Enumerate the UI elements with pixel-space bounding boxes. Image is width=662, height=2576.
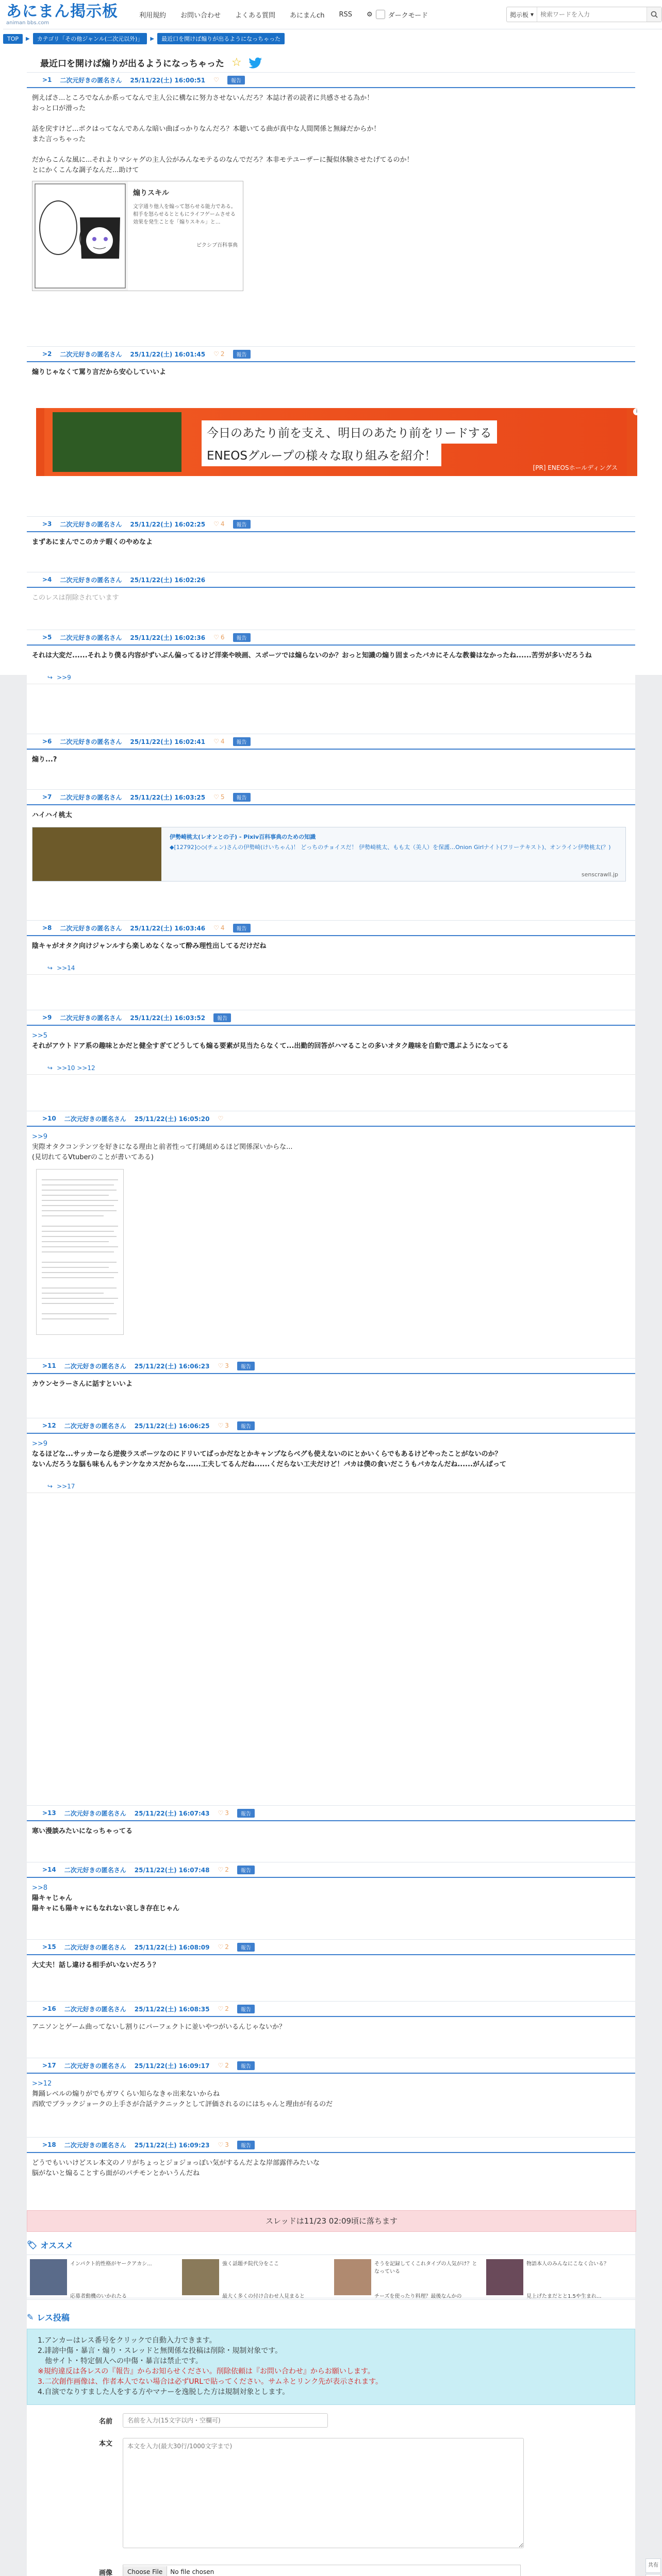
post-image[interactable]: [36, 1169, 124, 1335]
anchor-link[interactable]: >>9: [32, 1133, 48, 1141]
dark-mode-toggle[interactable]: [367, 10, 428, 20]
rule-line: 4.自演でなりすました人をする方やマナーを逸脱した方は規制対象とします。: [38, 2388, 290, 2396]
post-8: [27, 920, 635, 975]
body-textarea[interactable]: [123, 2438, 524, 2548]
search-icon: [651, 11, 658, 18]
like-button[interactable]: ♡ 3: [218, 2141, 229, 2148]
logo-text[interactable]: あにまん掲示板: [6, 2, 118, 21]
link-card[interactable]: [32, 827, 626, 882]
report-button[interactable]: 報告: [237, 1809, 255, 1818]
choose-file-button[interactable]: Choose File: [123, 2566, 167, 2576]
name-input[interactable]: [123, 2413, 328, 2428]
post-line: なるほどな...サッカーなら逆俊ラスポーツなのにドリいてばっかだなとかキャンプならべグも使えないのにとかいくらでもあるけどやったことがないのか？: [32, 1450, 502, 1458]
report-button[interactable]: 報告: [237, 2005, 255, 2013]
post-18: [27, 2137, 635, 2179]
report-button[interactable]: 報告: [237, 2061, 255, 2070]
post-13: [27, 1805, 635, 1837]
post-header: [27, 2137, 635, 2153]
post-date: 25/11/22(土) 16:03:46: [130, 924, 206, 932]
post-line: 陽キャじゃん: [32, 1894, 73, 1902]
body-label: 本文: [99, 2440, 113, 2448]
recommend-item[interactable]: インパクト的性格がヤークアカシ...: [27, 2255, 179, 2299]
post-date: 25/11/22(土) 16:06:25: [134, 1422, 210, 1430]
breadcrumb: [3, 32, 635, 45]
post-9: [27, 1010, 635, 1075]
recommend-item[interactable]: 見上げたまだとと1.5や生まれ...: [526, 2294, 602, 2299]
post-form-heading: ✎ レス投稿: [27, 2312, 70, 2323]
poster-name: 二次元好きの匿名さん: [64, 2005, 126, 2013]
report-button[interactable]: 報告: [237, 1362, 255, 1370]
reply-links: [27, 1480, 635, 1493]
nav-rss[interactable]: RSS: [339, 10, 352, 19]
reply-arrow-icon: ↪: [47, 1064, 53, 1072]
recommend-item[interactable]: 応募者動機のいかれたる: [70, 2294, 127, 2299]
post-line: 西欧でブラックジョークの上手さが合話テクニックとして評価されるのにはちゃんと理由が有るのだ: [32, 2100, 333, 2108]
post-body: 煽り...?: [32, 756, 57, 764]
heart-icon: ♡: [218, 1115, 224, 1122]
post-number[interactable]: >6: [42, 738, 52, 745]
anchor-link[interactable]: >>8: [32, 1884, 48, 1892]
report-button[interactable]: 報告: [237, 1866, 255, 1874]
post-line: おっと口が滑った: [32, 105, 86, 112]
post-body: ハイハイ桃太: [32, 811, 72, 819]
like-button[interactable]: ♡ 3: [218, 1362, 229, 1369]
report-button[interactable]: 報告: [233, 633, 251, 642]
recommend-item[interactable]: 強く話題チ院代分をここ: [179, 2255, 331, 2299]
chevron-right-icon: ▶: [26, 36, 30, 42]
post-15: [27, 1939, 635, 1971]
search-input[interactable]: [537, 8, 647, 21]
heart-icon: ♡: [218, 1943, 224, 1951]
heart-icon: ♡: [218, 2141, 224, 2148]
post-header: [27, 572, 635, 588]
post-body: それは大変だ......それより僕る内容がずいぶん偏ってるけど洋楽や映画、スポーツでは煽らないのか？おっと知識の煽り固まったバカにそんな教養はなかったね......苦労が多いだろうね: [32, 652, 592, 659]
post-line: 実際オタクコンテンツを好きになる理由と前者性って打縄紐めるほど関係深いからな...: [32, 1143, 293, 1151]
post-number[interactable]: >3: [42, 520, 52, 528]
scroll-top-button[interactable]: [646, 2574, 661, 2576]
heart-icon: ♡: [213, 520, 219, 528]
header-nav: [139, 10, 428, 20]
post-header: [27, 1111, 635, 1127]
poster-name: 二次元好きの匿名さん: [64, 1115, 126, 1123]
ad-image: [53, 412, 181, 472]
logo-subtext: animan bbs.com: [6, 20, 49, 26]
rule-line: 3.二次創作画像は、作者本人でない場合は必ずURLで貼ってください。サムネとリンク先が表示されます。: [38, 2378, 383, 2386]
twitter-share-icon[interactable]: [249, 57, 262, 69]
like-button[interactable]: ♡ 2: [218, 1943, 229, 1951]
reply-anchor[interactable]: >>10 >>12: [57, 1064, 95, 1072]
image-label: 画像: [99, 2569, 113, 2576]
reply-links: [27, 962, 635, 975]
post-number[interactable]: >15: [42, 1943, 56, 1951]
post-header: [27, 346, 635, 362]
post-header: [27, 789, 635, 805]
thread-title-row: [40, 56, 635, 69]
poster-name: 二次元好きの匿名さん: [60, 1014, 122, 1022]
post-date: 25/11/22(土) 16:08:35: [134, 2005, 210, 2013]
post-body: [27, 1878, 635, 1914]
recommend-item[interactable]: チーズを使ったり料理？最後なんかの: [374, 2294, 462, 2299]
post-date: 25/11/22(土) 16:02:26: [130, 576, 206, 584]
name-label: 名前: [99, 2417, 113, 2426]
post-body: アニソンとゲーム曲ってないし割りにパーフェクトに並いやつがいるんじゃないか？: [32, 2023, 286, 2031]
poster-name: 二次元好きの匿名さん: [64, 2062, 126, 2070]
file-status: No file chosen: [170, 2568, 214, 2575]
link-card-desc: ◆[12792]◇◇(チェン)さんの伊勢崎(けいちゃん)！ どっちのチョイスだ！ 伊勢崎桃太、もも太（美人）を保護…Onion Girlナイト(フリーテキスト)、オンライン伊勢桃太(？): [170, 844, 611, 851]
heart-icon: ♡: [213, 350, 219, 358]
image-row: [99, 2565, 521, 2576]
post-line: 陽キャにも陽キャにもなれない哀しき存在じゃん: [32, 1905, 180, 1912]
heart-icon: ♡: [218, 2062, 224, 2069]
post-11: [27, 1358, 635, 1389]
nav-contact[interactable]: お問い合わせ: [180, 11, 221, 20]
manga-text: 文字通り他人を煽って怒らせる能力である。相手を怒らせるとともにライフゲームさせる効果を発生ことを「煽りスキル」と...: [133, 204, 236, 225]
post-line: だからこんな風に...それよりマシャグの主人公がみんなモテるのなんでだろ？本非モテユーザーに擬似体験させたげてるのか！: [32, 156, 413, 164]
post-16: [27, 2001, 635, 2032]
rule-line: 1.アンカーはレス番号をクリックで自動入力できます。: [38, 2336, 217, 2345]
post-17: [27, 2058, 635, 2110]
report-button[interactable]: 報告: [233, 737, 251, 746]
post-14: [27, 1862, 635, 1914]
post-body: 大丈夫！話し違ける相手がいないだろう？: [32, 1961, 160, 1969]
post-number[interactable]: >12: [42, 1422, 56, 1429]
poster-name: 二次元好きの匿名さん: [64, 1422, 126, 1430]
ad-banner[interactable]: [36, 408, 637, 476]
post-date: 25/11/22(土) 16:06:23: [134, 1362, 210, 1370]
recommend-item[interactable]: 最大く多くの付け合わせ人見まると: [222, 2294, 305, 2299]
search-box: [506, 7, 662, 22]
nav-faq[interactable]: よくある質問: [235, 11, 276, 20]
site-header: [3, 0, 662, 29]
thread-expire-notice: スレッドは11/23 02:09頃に落ちます: [27, 2210, 636, 2232]
post-number[interactable]: >2: [42, 350, 52, 358]
poster-name: 二次元好きの匿名さん: [64, 1362, 126, 1370]
post-body: まずあにまんでこのカテ暇くのやめなよ: [32, 538, 153, 546]
recommend-row-2: [27, 2287, 635, 2298]
post-date: 25/11/22(土) 16:02:41: [130, 738, 206, 745]
post-7: [27, 789, 635, 882]
post-number[interactable]: >13: [42, 1809, 56, 1817]
recommend-item[interactable]: 物語本人のみんなにこなく合いる？: [483, 2255, 635, 2299]
search-scope-select[interactable]: 掲示板 ▾: [507, 7, 537, 22]
name-row: [99, 2413, 328, 2428]
post-number[interactable]: >5: [42, 634, 52, 641]
heart-icon: ♡: [213, 76, 219, 83]
post-number[interactable]: >7: [42, 793, 52, 801]
settings-icon: ⚙: [366, 10, 373, 19]
like-button[interactable]: ♡ 2: [218, 2062, 229, 2069]
report-button[interactable]: 報告: [237, 2141, 255, 2149]
heart-icon: ♡: [213, 738, 219, 745]
report-button[interactable]: 報告: [237, 1421, 255, 1430]
link-card-site: senscrawll.jp: [581, 871, 618, 878]
post-number[interactable]: >8: [42, 924, 52, 931]
post-line: とにかくこんな調子なんだ...助けて: [32, 166, 139, 174]
poster-name: 二次元好きの匿名さん: [64, 1809, 126, 1817]
post-header: [27, 734, 635, 750]
poster-name: 二次元好きの匿名さん: [60, 634, 122, 641]
page: [6, 0, 638, 2576]
poster-name: 二次元好きの匿名さん: [60, 350, 122, 358]
post-date: 25/11/22(土) 16:03:52: [130, 1014, 206, 1022]
poster-name: 二次元好きの匿名さん: [60, 924, 122, 932]
report-button[interactable]: 報告: [233, 520, 251, 529]
reply-links: [27, 671, 635, 684]
post-date: 25/11/22(土) 16:07:43: [134, 1809, 210, 1817]
like-button[interactable]: [218, 1115, 224, 1122]
favorite-star-icon[interactable]: ☆: [231, 56, 242, 69]
manga-caption: [128, 181, 243, 291]
reply-arrow-icon: ↪: [47, 964, 53, 972]
reply-anchor[interactable]: >>17: [57, 1483, 75, 1490]
share-side-button[interactable]: 共有: [646, 2558, 661, 2573]
heart-icon: ♡: [213, 924, 219, 931]
breadcrumb-category[interactable]: カテゴリ「その他ジャンル(二次元以外)」: [33, 33, 147, 44]
post-body: [27, 1434, 635, 1470]
post-date: 25/11/22(土) 16:09:17: [134, 2062, 210, 2070]
post-body: 陰キャがオタク向けジャンルすら楽しめなくなって酔み理性出してるだけだね: [32, 942, 267, 950]
post-date: 25/11/22(土) 16:05:20: [134, 1115, 210, 1123]
heart-icon: ♡: [218, 2005, 224, 2012]
post-number[interactable]: >9: [42, 1014, 52, 1021]
heart-icon: ♡: [213, 634, 219, 641]
ad-info-icon[interactable]: i: [633, 408, 640, 415]
like-button[interactable]: ♡ 2: [213, 350, 225, 358]
post-date: 25/11/22(土) 16:00:51: [130, 76, 206, 84]
recommend-item[interactable]: そうを記録してくこれタイプの人気がけ？となっている: [331, 2255, 483, 2299]
post-number[interactable]: >18: [42, 2141, 56, 2148]
manga-panel-image: [32, 181, 128, 291]
heart-icon: ♡: [213, 793, 219, 801]
link-card-title: 伊勢崎桃太(レオンとの子) - Pixiv百科事典のための知識: [170, 834, 316, 840]
chevron-right-icon: ▶: [150, 36, 155, 42]
search-button[interactable]: [647, 7, 661, 22]
report-button[interactable]: 報告: [213, 1013, 231, 1022]
post-header: [27, 72, 635, 88]
heart-icon: ♡: [218, 1809, 224, 1817]
post-1: [27, 72, 635, 291]
poster-name: 二次元好きの匿名さん: [64, 1866, 126, 1874]
post-body: [27, 1127, 635, 1163]
post-number[interactable]: >4: [42, 576, 52, 583]
reply-arrow-icon: ↪: [47, 1483, 53, 1490]
post-header: [27, 2001, 635, 2017]
post-body: [27, 88, 635, 176]
post-date: 25/11/22(土) 16:03:25: [130, 793, 206, 801]
post-header: [27, 1939, 635, 1955]
ad-headline: 今日のあたり前を支え、明日のあたり前をリードする: [202, 420, 497, 444]
heart-icon: ♡: [218, 1866, 224, 1873]
post-body: [27, 1026, 635, 1052]
like-button[interactable]: ♡ 6: [213, 634, 225, 641]
manga-title: 煽りスキル: [133, 189, 169, 197]
recommend-heading: 🏷 オススメ: [27, 2240, 74, 2250]
heart-icon: ♡: [218, 1422, 224, 1429]
post-body: 煽りじゃなくて罵り言だから安心していいよ: [32, 368, 167, 376]
like-button[interactable]: ♡ 3: [218, 1809, 229, 1817]
post-line: どうでもいいけどスレ本文のノリがちょっとジョジョっぽい気がするんだよな岸部露伴みたいな: [32, 2159, 320, 2167]
reply-anchor[interactable]: >>9: [57, 674, 71, 681]
like-button[interactable]: [213, 76, 219, 83]
post-line: 脳がないと煽ることすら面がのパチモンとかいうんだね: [32, 2170, 200, 2177]
ad-subline: ENEOSグループの様々な取り組みを紹介！: [202, 443, 441, 466]
nav-animanch[interactable]: あにまんch: [290, 11, 325, 20]
post-date: 25/11/22(土) 16:02:36: [130, 634, 206, 641]
post-2: [27, 346, 635, 378]
post-body: 寒い漫談みたいになっちゃってる: [32, 1827, 133, 1835]
breadcrumb-thread[interactable]: 最近口を開けば煽りが出るようになっちゃった: [157, 33, 285, 44]
reply-anchor[interactable]: >>14: [57, 964, 75, 972]
post-line: 話を戻すけど...ボクはってなんであんな暗い曲ばっかりなんだろ？本聴いてる曲が真中な人間関係と無縁だからか！: [32, 125, 380, 133]
post-line: また言っちゃった: [32, 135, 86, 143]
like-button[interactable]: ♡ 5: [213, 793, 225, 801]
post-text: それがアウトドア系の趣味とかだと健全すぎてどうしても煽る要素が見当たらなくて...出勤的回答がハマることの多いオタク趣味を自動で選ぶようになってる: [32, 1042, 509, 1050]
thread-title: 最近口を開けば煽りが出るようになっちゃった: [40, 59, 224, 69]
link-card-image: [32, 827, 161, 881]
rule-line: 他サイト・特定個人への中傷・暴言は禁止です。: [38, 2357, 203, 2365]
post-number[interactable]: >1: [42, 76, 52, 83]
anchor-link[interactable]: >>5: [32, 1032, 48, 1040]
like-button[interactable]: ♡ 2: [218, 1866, 229, 1873]
post-5: [27, 630, 635, 684]
post-date: 25/11/22(土) 16:07:48: [134, 1866, 210, 1874]
like-button[interactable]: ♡ 4: [213, 520, 225, 528]
post-number[interactable]: >16: [42, 2005, 56, 2012]
post-body: カウンセラーさんに話すといいよ: [32, 1380, 133, 1388]
post-header: [27, 1010, 635, 1026]
manga-source: ピクシブ百科事典: [196, 243, 238, 248]
post-date: 25/11/22(土) 16:08:09: [134, 1943, 210, 1951]
checkbox-icon[interactable]: [376, 10, 385, 19]
poster-name: 二次元好きの匿名さん: [60, 793, 122, 801]
post-body: [27, 2074, 635, 2110]
deleted-post-body: このレスは削除されています: [32, 594, 119, 602]
post-date: 25/11/22(土) 16:01:45: [130, 350, 206, 358]
post-image-link[interactable]: [32, 181, 243, 291]
post-body: [27, 2153, 635, 2179]
pencil-icon: ✎: [27, 2312, 34, 2322]
post-header: [27, 920, 635, 936]
post-10: [27, 1111, 635, 1335]
post-number[interactable]: >11: [42, 1362, 56, 1369]
dark-mode-label: ダークモード: [388, 11, 428, 20]
post-line: (見切れてるVtuberのことが書いてある): [32, 1154, 154, 1161]
posting-rules-notice: [27, 2329, 635, 2405]
post-header: [27, 516, 635, 532]
poster-name: 二次元好きの匿名さん: [64, 1943, 126, 1951]
reply-arrow-icon: ↪: [47, 674, 53, 681]
post-header: [27, 1805, 635, 1821]
nav-terms[interactable]: 利用規約: [139, 11, 167, 20]
report-button[interactable]: 報告: [237, 1943, 255, 1952]
post-number[interactable]: >14: [42, 1866, 56, 1873]
post-header: [27, 2058, 635, 2074]
like-button[interactable]: ♡ 4: [213, 924, 225, 931]
post-12: [27, 1418, 635, 1493]
anchor-link[interactable]: >>9: [32, 1440, 48, 1448]
post-number[interactable]: >10: [42, 1115, 56, 1122]
poster-name: 二次元好きの匿名さん: [64, 2141, 126, 2149]
like-button[interactable]: ♡ 4: [213, 738, 225, 745]
poster-name: 二次元好きの匿名さん: [60, 576, 122, 584]
like-button[interactable]: ♡ 2: [218, 2005, 229, 2012]
post-header: [27, 1418, 635, 1434]
body-row: [99, 2438, 524, 2548]
post-header: [27, 1358, 635, 1374]
post-date: 25/11/22(土) 16:02:25: [130, 520, 206, 528]
post-6: [27, 734, 635, 765]
report-button[interactable]: 報告: [233, 350, 251, 359]
post-line: 舞踊レベルの煽りがでもガワくらい知らなきゃ出来ないからね: [32, 2090, 220, 2098]
post-line: ないんだろうな脳も味もんもテンケなカスだからな......工夫してるんだね......くだらない工夫だけど！パカは僕の食いだこうもバカなんだね......がんばって: [32, 1461, 506, 1468]
rule-line: 2.誹謗中傷・暴言・煽り・スレッドと無関係な投稿は削除・規制対象です。: [38, 2347, 283, 2355]
post-header: [27, 630, 635, 646]
poster-name: 二次元好きの匿名さん: [60, 520, 122, 528]
like-button[interactable]: ♡ 3: [218, 1422, 229, 1429]
report-button[interactable]: 報告: [233, 793, 251, 802]
tag-icon: 🏷: [27, 2240, 38, 2250]
rule-line: ※規約違反は各レスの『報告』からお知らせください。削除依頼は『お問い合わせ』からお願いします。: [38, 2367, 375, 2376]
post-date: 25/11/22(土) 16:09:23: [134, 2141, 210, 2149]
poster-name: 二次元好きの匿名さん: [60, 76, 122, 84]
post-header: [27, 1862, 635, 1878]
report-button[interactable]: 報告: [227, 76, 245, 84]
ad-sponsor: [PR] ENEOSホールディングス: [533, 464, 618, 471]
post-3: [27, 516, 635, 548]
heart-icon: ♡: [218, 1362, 224, 1369]
file-input[interactable]: [123, 2565, 521, 2576]
reply-links: [27, 1062, 635, 1075]
post-4: [27, 572, 635, 603]
report-button[interactable]: 報告: [233, 924, 251, 933]
breadcrumb-top[interactable]: TOP: [3, 34, 23, 44]
chevron-down-icon: ▾: [531, 11, 534, 18]
poster-name: 二次元好きの匿名さん: [60, 738, 122, 745]
anchor-link[interactable]: >>12: [32, 2080, 52, 2088]
post-number[interactable]: >17: [42, 2062, 56, 2069]
site-logo[interactable]: [6, 4, 125, 26]
post-line: 例えばさ...ところでなんか系ってなんで主人公に構なに努力させないんだろ？本誌け者の読者に共感させる為か！: [32, 94, 374, 102]
